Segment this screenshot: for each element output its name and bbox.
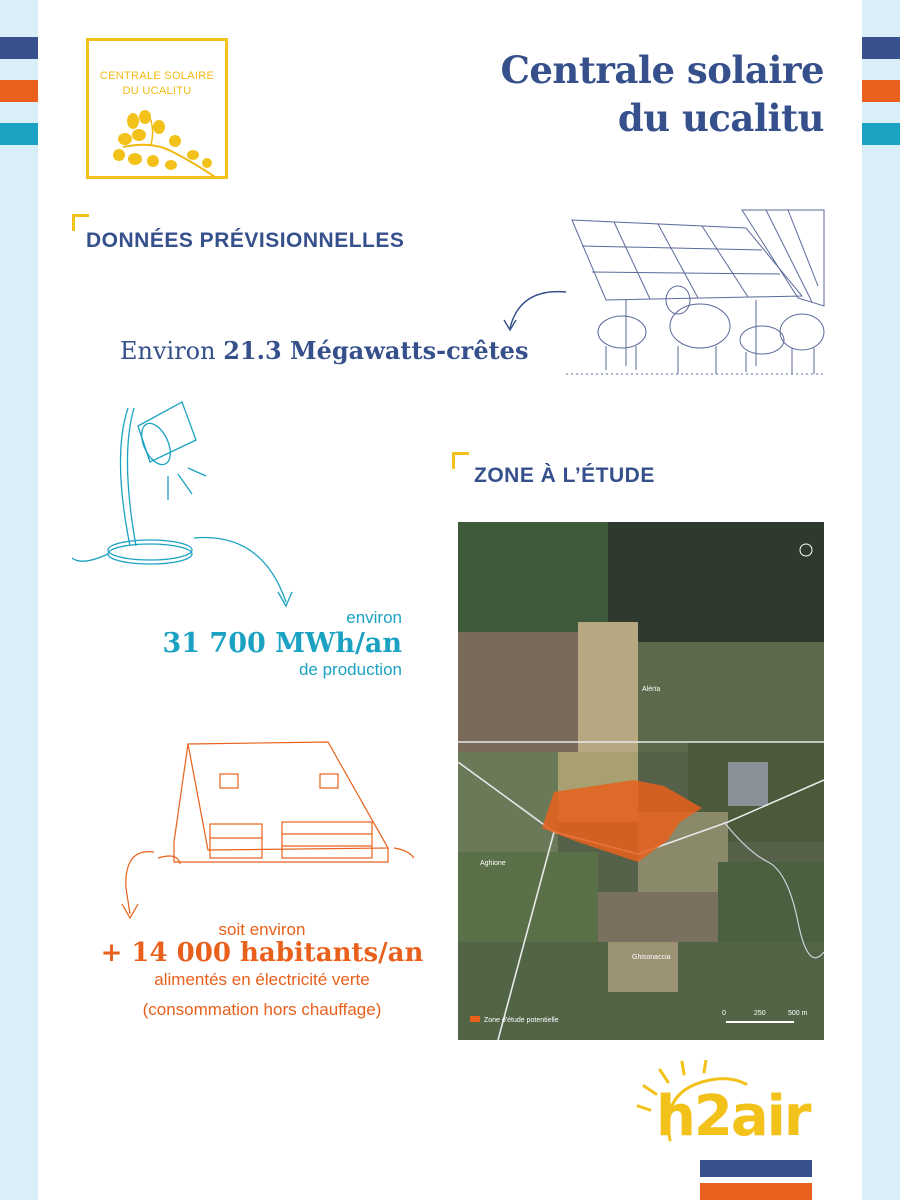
left-stripe-orange	[0, 80, 38, 102]
inhabitants-value: + 14 000 habitants/an	[100, 938, 424, 968]
right-stripe-orange	[862, 80, 900, 102]
production-post: de production	[298, 660, 402, 679]
arrow-icon	[500, 284, 570, 334]
right-stripe-cyan	[862, 123, 900, 145]
section-title-zone: ZONE À L’ÉTUDE	[474, 464, 655, 487]
map-place-aleria: Alérïa	[642, 686, 661, 693]
inhabitants-line-1: alimentés en électricité verte	[154, 970, 370, 989]
brand-logo: h2air	[656, 1084, 810, 1149]
logo-line-1: CENTRALE SOLAIRE	[99, 70, 215, 82]
project-logo	[86, 38, 228, 179]
lamp-illustration	[72, 396, 302, 612]
logo-line-2: DU UCALITU	[122, 85, 192, 97]
production-pre: environ	[346, 608, 402, 627]
map-scale-500: 500 m	[788, 1010, 808, 1017]
page-title	[500, 46, 824, 142]
study-zone-map	[458, 522, 824, 1040]
section-corner-zone	[452, 452, 469, 469]
power-value: 21.3 Mégawatts-crêtes	[223, 336, 529, 365]
inhabitants-line-2: (consommation hors chauffage)	[142, 1000, 382, 1019]
map-place-ghisonaccia: Ghisonaccia	[632, 954, 671, 961]
power-capacity	[120, 336, 528, 365]
right-stripe-blue	[862, 37, 900, 59]
title-line-2: du ucalitu	[617, 96, 824, 140]
branch-icon	[111, 107, 221, 179]
house-illustration	[118, 738, 418, 924]
left-stripe-blue	[0, 37, 38, 59]
section-title-data: DONNÉES PRÉVISIONNELLES	[86, 229, 405, 252]
power-prefix: Environ	[120, 337, 216, 365]
map-scale-250: 250	[754, 1010, 766, 1017]
production-value: 31 700 MWh/an	[162, 628, 402, 659]
inhabitants-pre: soit environ	[218, 920, 306, 939]
bottom-stripe-orange	[700, 1183, 812, 1200]
map-scale-0: 0	[722, 1010, 726, 1017]
map-legend: Zone d'étude potentielle	[484, 1017, 559, 1024]
title-line-1: Centrale solaire	[500, 48, 824, 92]
map-place-aghione: Aghione	[480, 860, 506, 867]
solar-sheep-illustration	[566, 206, 826, 378]
left-stripe-cyan	[0, 123, 38, 145]
bottom-stripe-blue	[700, 1160, 812, 1177]
